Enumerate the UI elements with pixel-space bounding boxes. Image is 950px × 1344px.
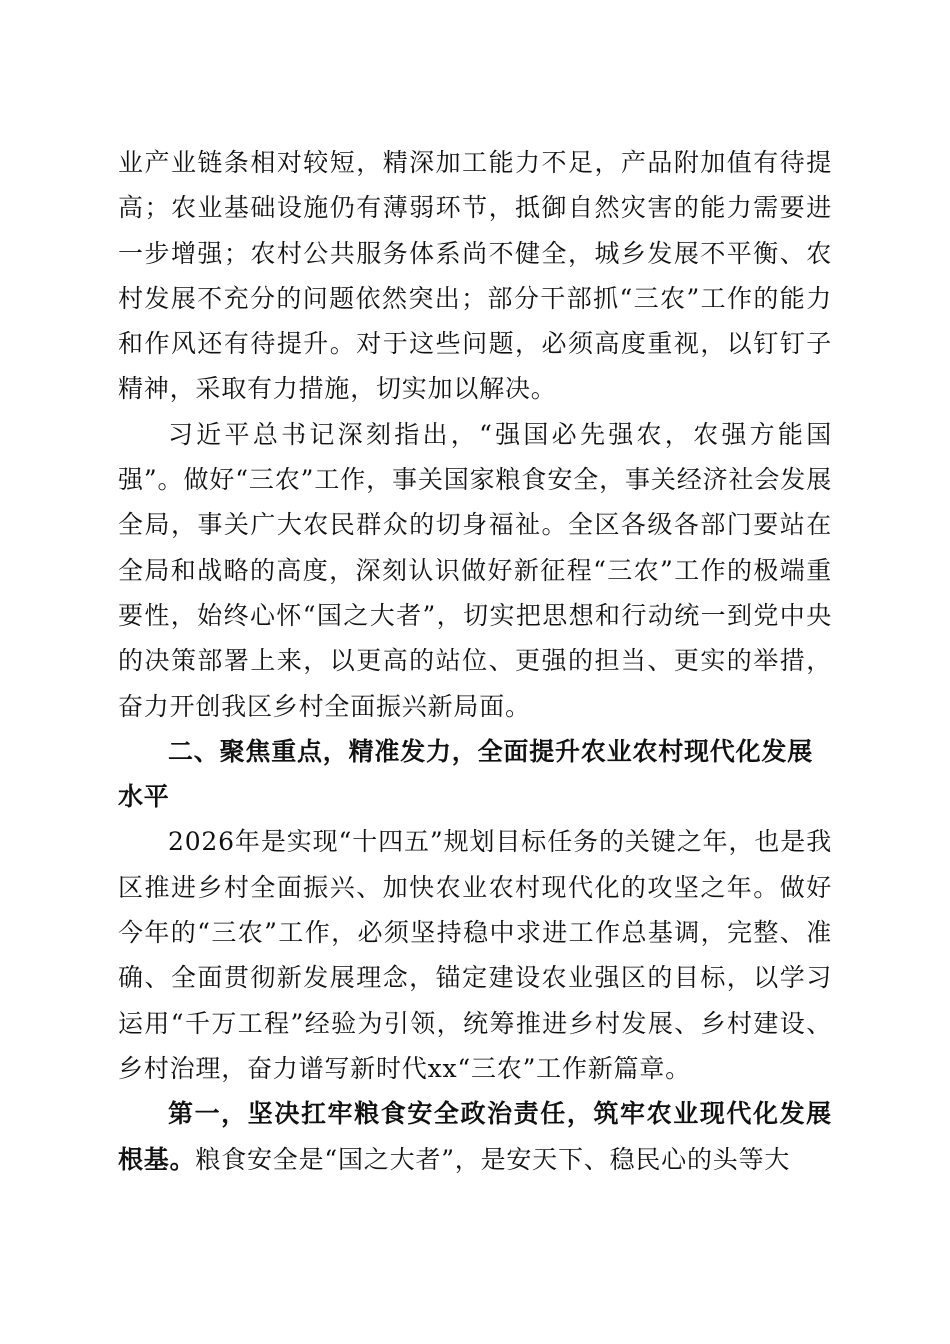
- paragraph-grain-security: [118, 1091, 832, 1182]
- paragraph-2026-goals: 2026年是实现“十四五”规划目标任务的关键之年，也是我区推进乡村全面振兴、加快农业农村现代化的攻坚之年。做好今年的“三农”工作，必须坚持稳中求进工作总基调，完整、准确、全面贯彻新发展理念，锚定建设农业强区的目标，以学习运用“千万工程”经验为引领，统筹推进乡村发展、乡村建设、乡村治理，奋力谱写新时代xx“三农”工作新篇章。: [118, 827, 832, 1083]
- paragraph-importance: 习近平总书记深刻指出，“强国必先强农，农强方能国强”。做好“三农”工作，事关国家粮食安全，事关经济社会发展全局，事关广大农民群众的切身福祉。全区各级各部门要站在全局和战略的高度，深刻认识做好新征程“三农”工作的极端重要性，始终心怀“国之大者”，切实把思想和行动统一到党中央的决策部署上来，以更高的站位、更强的担当、更实的举措，奋力开创我区乡村全面振兴新局面。: [118, 419, 832, 721]
- section-heading-2: 二、聚焦重点，精准发力，全面提升农业农村现代化发展水平: [118, 736, 814, 812]
- document-page: [118, 140, 832, 1182]
- paragraph-problems: 业产业链条相对较短，精深加工能力不足，产品附加值有待提高；农业基础设施仍有薄弱环节，抵御自然灾害的能力需要进一步增强；农村公共服务体系尚不健全，城乡发展不平衡、农村发展不充分的问题依然突出；部分干部抓“三农”工作的能力和作风还有待提升。对于这些问题，必须高度重视，以钉钉子精神，采取有力措施，切实加以解决。: [118, 148, 832, 404]
- paragraph-lead-bold: 第一，坚决扛牢粮食安全政治责任，筑牢农业现代化发展根基。: [118, 1099, 832, 1174]
- paragraph-body-text: 粮食安全是“国之大者”，是安天下、稳民心的头等大: [195, 1144, 791, 1174]
